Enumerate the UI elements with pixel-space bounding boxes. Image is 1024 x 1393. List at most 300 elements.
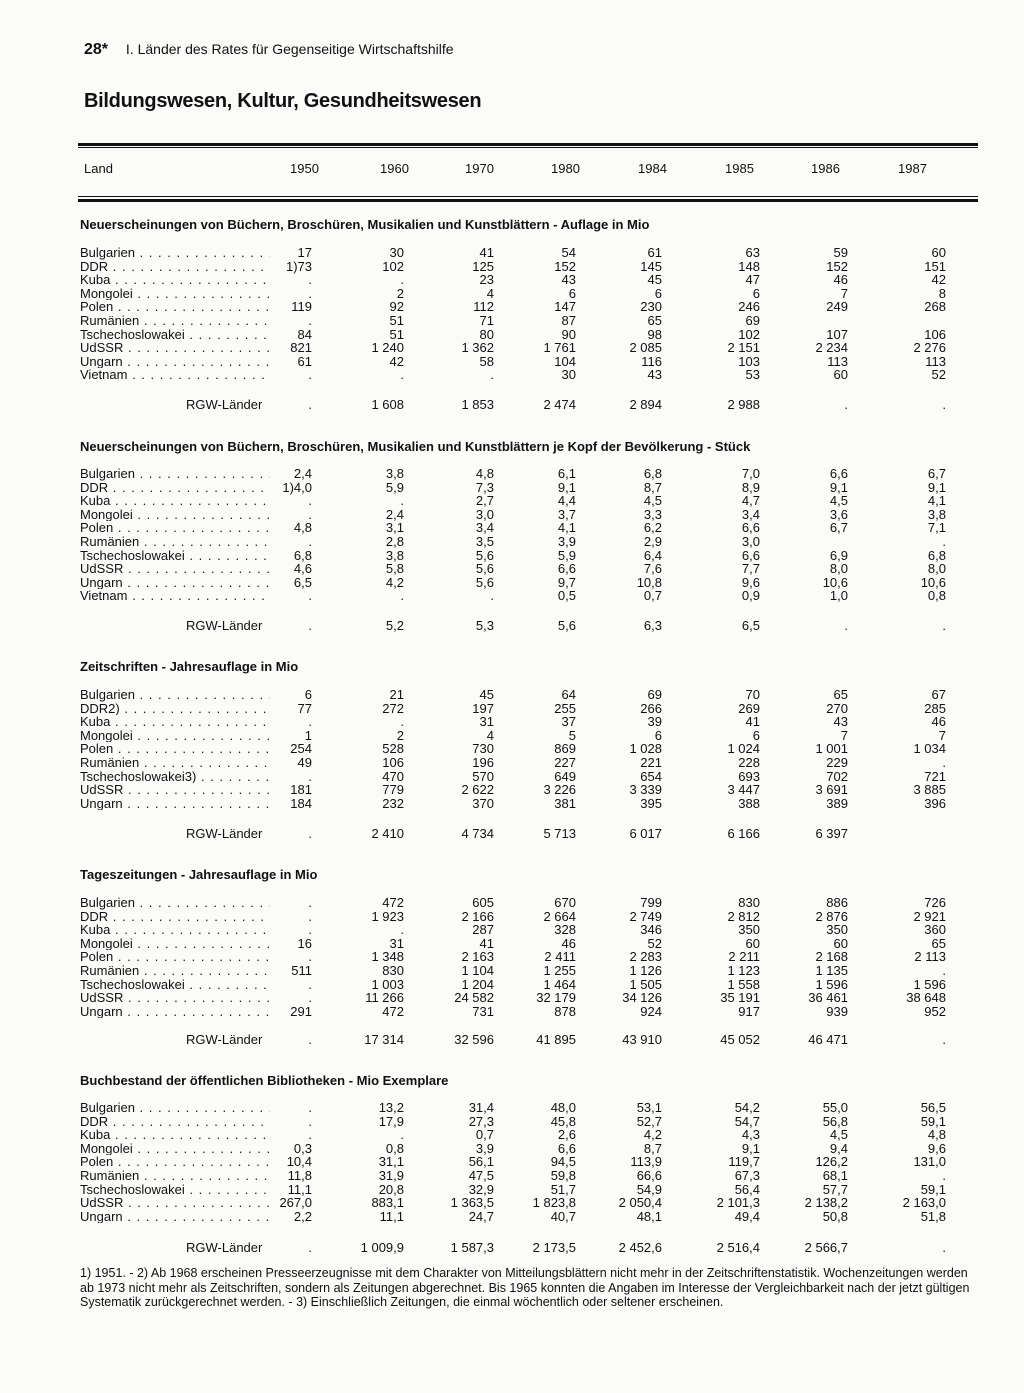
total-value: 46 471 xyxy=(808,1032,848,1047)
cell-value: 6,7 xyxy=(829,520,848,536)
col-year: 1985 xyxy=(725,161,754,176)
cell-value: 8,0 xyxy=(927,561,946,577)
total-value: 2 566,7 xyxy=(804,1240,848,1255)
cell-value: 6,6 xyxy=(557,561,576,577)
cell-value: 57,7 xyxy=(822,1181,848,1197)
cell-value: 1 362 xyxy=(461,340,494,356)
col-year: 1970 xyxy=(465,161,494,176)
cell-value: . xyxy=(308,1100,312,1115)
cell-value: 51,8 xyxy=(920,1208,946,1224)
col-year: 1984 xyxy=(638,161,667,176)
cell-value: 38 648 xyxy=(906,990,946,1006)
table-row xyxy=(0,715,1024,729)
cell-value: 3,8 xyxy=(385,466,404,481)
cell-value: 41 xyxy=(479,935,494,951)
cell-value: 3,6 xyxy=(829,506,848,522)
cell-value: 5,8 xyxy=(385,561,404,577)
cell-value: 9,6 xyxy=(927,1140,946,1156)
total-row xyxy=(0,618,1024,634)
cell-value: 528 xyxy=(382,741,404,757)
table-row xyxy=(0,260,1024,274)
cell-value: 31 xyxy=(389,935,404,951)
table-row xyxy=(0,300,1024,314)
col-year: 1950 xyxy=(290,161,319,176)
country-name: Ungarn xyxy=(80,354,123,369)
total-value: 5 713 xyxy=(543,826,576,841)
cell-value: 9,1 xyxy=(927,479,946,495)
cell-value: 69 xyxy=(647,687,662,702)
total-value: . xyxy=(942,618,946,633)
cell-value: 287 xyxy=(472,922,494,938)
cell-value: 255 xyxy=(554,700,576,716)
table-row xyxy=(0,964,1024,978)
country-name: Rumänien xyxy=(80,755,140,770)
table-row xyxy=(0,783,1024,797)
cell-value: 55,0 xyxy=(822,1100,848,1115)
table-row xyxy=(0,937,1024,951)
cell-value: 94,5 xyxy=(550,1154,576,1170)
country-name: Kuba xyxy=(80,1128,111,1142)
country-name: Vietnam xyxy=(80,589,128,603)
total-value: . xyxy=(844,397,848,412)
cell-value: 41 xyxy=(745,714,760,730)
table-row xyxy=(0,991,1024,1005)
cell-value: 10,8 xyxy=(636,574,662,590)
cell-value: 605 xyxy=(472,895,494,910)
cell-value: 1 761 xyxy=(543,340,576,356)
cell-value: 360 xyxy=(924,922,946,938)
country-name: Rumänien xyxy=(80,1168,140,1183)
country-name: Polen xyxy=(80,742,114,756)
cell-value: 35 191 xyxy=(720,990,760,1006)
cell-value: 5,6 xyxy=(475,561,494,577)
country-name: Tschechoslowakei xyxy=(80,548,185,563)
table-row xyxy=(0,742,1024,756)
country-name: UdSSR xyxy=(80,562,124,576)
cell-value: 6 xyxy=(752,285,760,301)
cell-value: 9,4 xyxy=(829,1140,848,1156)
table-row xyxy=(0,910,1024,924)
cell-value: 2 163 xyxy=(461,949,494,965)
cell-value: 43 xyxy=(561,272,576,288)
cell-value: 60 xyxy=(931,245,946,260)
cell-value: 1 xyxy=(304,727,312,743)
table-row xyxy=(0,1196,1024,1210)
cell-value: 1 135 xyxy=(815,962,848,978)
cell-value: 36 461 xyxy=(808,990,848,1006)
cell-value: 43 xyxy=(647,367,662,383)
cell-value: 2,8 xyxy=(385,533,404,549)
cell-value: 472 xyxy=(382,1003,404,1019)
country-name: Ungarn xyxy=(80,575,123,590)
table-row xyxy=(0,589,1024,603)
col-year: 1986 xyxy=(811,161,840,176)
cell-value: 779 xyxy=(382,782,404,798)
table-row xyxy=(0,341,1024,355)
cell-value: 1)4,0 xyxy=(282,479,312,495)
cell-value: 31,4 xyxy=(468,1100,494,1115)
cell-value: . xyxy=(308,922,312,938)
cell-value: 389 xyxy=(826,795,848,811)
cell-value: 2,4 xyxy=(293,466,312,481)
total-value: 2 516,4 xyxy=(716,1240,760,1255)
cell-value: 2 050,4 xyxy=(618,1195,662,1211)
total-value: 4 734 xyxy=(461,826,494,841)
cell-value: . xyxy=(308,1127,312,1143)
cell-value: 59,1 xyxy=(920,1113,946,1129)
cell-value: 17 xyxy=(297,245,312,260)
cell-value: . xyxy=(308,588,312,604)
total-label: RGW-Länder xyxy=(186,618,263,633)
country-name: Tschechoslowakei xyxy=(80,977,185,992)
total-value: . xyxy=(942,1032,946,1047)
cell-value: 1 464 xyxy=(543,976,576,992)
cell-value: 51 xyxy=(389,312,404,328)
country-name: DDR xyxy=(80,480,109,495)
total-value: 2 452,6 xyxy=(618,1240,662,1255)
cell-value: . xyxy=(400,493,404,509)
cell-value: 2 138,2 xyxy=(804,1195,848,1211)
cell-value: 11 266 xyxy=(365,990,404,1006)
cell-value: 1 923 xyxy=(371,908,404,924)
cell-value: 350 xyxy=(826,922,848,938)
cell-value: 59,8 xyxy=(550,1167,576,1183)
cell-value: 6 xyxy=(568,285,576,301)
cell-value: 53,1 xyxy=(636,1100,662,1115)
total-row xyxy=(0,397,1024,413)
cell-value: 2,7 xyxy=(475,493,494,509)
cell-value: 721 xyxy=(924,768,946,784)
cell-value: 6 xyxy=(654,285,662,301)
cell-value: 125 xyxy=(472,258,494,274)
cell-value: 4,4 xyxy=(557,493,576,509)
cell-value: 254 xyxy=(290,741,312,757)
total-value: 41 895 xyxy=(536,1032,576,1047)
cell-value: 13,2 xyxy=(378,1100,404,1115)
cell-value: . xyxy=(308,367,312,383)
cell-value: . xyxy=(308,895,312,910)
cell-value: 34 126 xyxy=(622,990,662,1006)
cell-value: 6 xyxy=(304,687,312,702)
cell-value: 103 xyxy=(738,353,760,369)
table-row xyxy=(0,368,1024,382)
table-row xyxy=(0,521,1024,535)
cell-value: 8,7 xyxy=(643,479,662,495)
total-value: 6 166 xyxy=(727,826,760,841)
cell-value: 66,6 xyxy=(636,1167,662,1183)
cell-value: . xyxy=(308,976,312,992)
cell-value: 4,1 xyxy=(927,493,946,509)
country-name: Vietnam xyxy=(80,368,128,382)
cell-value: 112 xyxy=(473,299,494,315)
cell-value: . xyxy=(942,533,946,549)
cell-value: . xyxy=(400,367,404,383)
cell-value: 20,8 xyxy=(378,1181,404,1197)
cell-value: 104 xyxy=(554,353,576,369)
table-row xyxy=(0,950,1024,964)
cell-value: . xyxy=(308,312,312,328)
country-name: DDR xyxy=(80,909,109,924)
cell-value: 42 xyxy=(389,353,404,369)
cell-value: 90 xyxy=(561,326,576,342)
total-value: . xyxy=(308,1240,312,1255)
cell-value: 1 558 xyxy=(727,976,760,992)
cell-value: 3,8 xyxy=(927,506,946,522)
cell-value: 6,6 xyxy=(741,520,760,536)
country-name: Kuba xyxy=(80,494,111,508)
cell-value: 5,6 xyxy=(475,547,494,563)
footnote: 1) 1951. - 2) Ab 1968 erscheinen Presseerzeugnisse mit dem Charakter von Mitteilungsblättern nicht mehr in der Zeitschriftenstatistik. Wochenzeitungen werden ab 1973 nicht mehr als Zeitschriften, sondern als Zeitungen abgerechnet. Bis 1965 konnten die Angaben im Interesse der Vergleichbarkeit nach der jetzt gültigen Systematik zurückgerechnet werden. - 3) Einschließlich Zeitungen, die einmal wöchentlich oder seltener erscheinen. xyxy=(80,1266,970,1309)
cell-value: 291 xyxy=(290,1003,312,1019)
cell-value: 45,8 xyxy=(550,1113,576,1129)
cell-value: 3,9 xyxy=(557,533,576,549)
cell-value: 61 xyxy=(297,353,312,369)
cell-value: 395 xyxy=(640,795,662,811)
cell-value: 6,5 xyxy=(293,574,312,590)
table-top-rule xyxy=(78,143,978,146)
country-name: DDR xyxy=(80,259,109,274)
cell-value: 3,3 xyxy=(643,506,662,522)
total-value: 5,2 xyxy=(385,618,404,633)
cell-value: . xyxy=(308,768,312,784)
total-label: RGW-Länder xyxy=(186,1032,263,1047)
table-row xyxy=(0,549,1024,563)
cell-value: 1 363,5 xyxy=(450,1195,494,1211)
country-name: Mongolei xyxy=(80,728,133,743)
cell-value: 106 xyxy=(924,326,946,342)
cell-value: 7,0 xyxy=(741,466,760,481)
cell-value: 952 xyxy=(924,1003,946,1019)
cell-value: 21 xyxy=(389,687,404,702)
total-value: 32 596 xyxy=(454,1032,494,1047)
cell-value: 396 xyxy=(924,795,946,811)
cell-value: 2 411 xyxy=(544,949,576,965)
cell-value: 10,6 xyxy=(822,574,848,590)
table-row xyxy=(0,923,1024,937)
cell-value: 54,7 xyxy=(734,1113,760,1129)
cell-value: 54,9 xyxy=(636,1181,662,1197)
cell-value: 3,1 xyxy=(385,520,404,536)
cell-value: . xyxy=(308,714,312,730)
total-value: . xyxy=(844,618,848,633)
cell-value: 52 xyxy=(647,935,662,951)
cell-value: 2 622 xyxy=(461,782,494,798)
cell-value: 0,7 xyxy=(643,588,662,604)
cell-value: 60 xyxy=(833,367,848,383)
total-value: . xyxy=(308,397,312,412)
cell-value: 113 xyxy=(925,353,946,369)
cell-value: 2,9 xyxy=(643,533,662,549)
cell-value: 3 339 xyxy=(629,782,662,798)
total-label: RGW-Länder xyxy=(186,826,263,841)
cell-value: 80 xyxy=(479,326,494,342)
cell-value: . xyxy=(942,1167,946,1183)
cell-value: 41 xyxy=(479,245,494,260)
total-value: 2 410 xyxy=(371,826,404,841)
cell-value: 65 xyxy=(931,935,946,951)
cell-value: 285 xyxy=(924,700,946,716)
cell-value: 84 xyxy=(297,326,312,342)
cell-value: 40,7 xyxy=(550,1208,576,1224)
country-name: DDR2) xyxy=(80,701,120,716)
total-value: 1 853 xyxy=(461,397,494,412)
country-name: DDR xyxy=(80,1114,109,1129)
cell-value: 31 xyxy=(479,714,494,730)
cell-value: 6,8 xyxy=(293,547,312,563)
table-row xyxy=(0,756,1024,770)
cell-value: 2 163,0 xyxy=(902,1195,946,1211)
cell-value: 2 234 xyxy=(815,340,848,356)
cell-value: 8,7 xyxy=(643,1140,662,1156)
cell-value: . xyxy=(400,588,404,604)
cell-value: 31,1 xyxy=(378,1154,404,1170)
cell-value: 11,1 xyxy=(379,1208,404,1224)
cell-value: 46 xyxy=(833,272,848,288)
cell-value: 221 xyxy=(640,754,662,770)
table-row xyxy=(0,328,1024,342)
section-title: Neuerscheinungen von Büchern, Broschüren, Musikalien und Kunstblättern - Auflage in Mio xyxy=(80,217,650,232)
cell-value: 2 876 xyxy=(815,908,848,924)
cell-value: . xyxy=(308,285,312,301)
table-row xyxy=(0,1128,1024,1142)
cell-value: 830 xyxy=(382,962,404,978)
cell-value: 30 xyxy=(389,245,404,260)
cell-value: 52,7 xyxy=(636,1113,662,1129)
cell-value: 32 179 xyxy=(536,990,576,1006)
cell-value: 42 xyxy=(931,272,946,288)
cell-value: 6,2 xyxy=(643,520,662,536)
cell-value: 1 034 xyxy=(913,741,946,757)
col-land: Land xyxy=(84,161,113,176)
cell-value: 470 xyxy=(382,768,404,784)
cell-value: 4,6 xyxy=(293,561,312,577)
cell-value: 249 xyxy=(826,299,848,315)
cell-value: . xyxy=(308,506,312,522)
cell-value: 1 028 xyxy=(629,741,662,757)
cell-value: 0,8 xyxy=(927,588,946,604)
table-row xyxy=(0,273,1024,287)
cell-value: 56,5 xyxy=(920,1100,946,1115)
total-value: 43 910 xyxy=(622,1032,662,1047)
col-year: 1960 xyxy=(380,161,409,176)
cell-value: 2 812 xyxy=(727,908,760,924)
table-row xyxy=(0,562,1024,576)
cell-value: 113 xyxy=(827,353,848,369)
total-value: . xyxy=(942,397,946,412)
cell-value: 3,9 xyxy=(475,1140,494,1156)
cell-value: 0,3 xyxy=(293,1140,312,1156)
country-name: Tschechoslowakei3) xyxy=(80,769,197,784)
table-row xyxy=(0,1169,1024,1183)
cell-value: 2 749 xyxy=(629,908,662,924)
section-title: Tageszeitungen - Jahresauflage in Mio xyxy=(80,867,318,882)
country-name: Tschechoslowakei xyxy=(80,1182,185,1197)
cell-value: 8,0 xyxy=(829,561,848,577)
cell-value: 4,8 xyxy=(927,1127,946,1143)
table-row xyxy=(0,246,1024,260)
cell-value: 1 596 xyxy=(815,976,848,992)
cell-value: 31,9 xyxy=(378,1167,404,1183)
cell-value: 7,3 xyxy=(475,479,494,495)
table-row xyxy=(0,287,1024,301)
cell-value: 54 xyxy=(561,245,576,260)
cell-value: 92 xyxy=(389,299,404,315)
cell-value: 131,0 xyxy=(913,1154,946,1170)
total-value: 1 587,3 xyxy=(450,1240,494,1255)
cell-value: 3,8 xyxy=(385,547,404,563)
cell-value: 37 xyxy=(561,714,576,730)
cell-value: 102 xyxy=(738,326,760,342)
cell-value: 51,7 xyxy=(550,1181,576,1197)
cell-value: 11,1 xyxy=(287,1181,312,1197)
country-name: UdSSR xyxy=(80,1196,124,1210)
table-row xyxy=(0,1115,1024,1129)
cell-value: 32,9 xyxy=(468,1181,494,1197)
total-value: 17 314 xyxy=(364,1032,404,1047)
cell-value: 1 240 xyxy=(371,340,404,356)
total-row xyxy=(0,1240,1024,1256)
cell-value: 1 505 xyxy=(629,976,662,992)
cell-value: 148 xyxy=(738,258,760,274)
total-value: 5,3 xyxy=(475,618,494,633)
cell-value: 7,1 xyxy=(927,520,946,536)
cell-value: 3,0 xyxy=(741,533,760,549)
cell-value: 52 xyxy=(931,367,946,383)
cell-value: 4,5 xyxy=(829,493,848,509)
section-rows xyxy=(0,467,1024,603)
cell-value: 939 xyxy=(826,1003,848,1019)
cell-value: 102 xyxy=(382,258,404,274)
cell-value: 4,1 xyxy=(557,520,576,536)
cell-value: 152 xyxy=(554,258,576,274)
cell-value: 3 691 xyxy=(815,782,848,798)
cell-value: 5 xyxy=(568,727,576,743)
cell-value: 670 xyxy=(554,895,576,910)
page-number: 28* xyxy=(84,41,109,58)
cell-value: 2 xyxy=(396,285,404,301)
country-name: Mongolei xyxy=(80,1141,133,1156)
country-name: Mongolei xyxy=(80,936,133,951)
table-row xyxy=(0,508,1024,522)
cell-value: 9,1 xyxy=(741,1140,760,1156)
cell-value: 270 xyxy=(826,700,848,716)
cell-value: 3,4 xyxy=(741,506,760,522)
cell-value: 23 xyxy=(479,272,494,288)
cell-value: 106 xyxy=(382,754,404,770)
cell-value: 59 xyxy=(833,245,848,260)
cell-value: 5,9 xyxy=(385,479,404,495)
cell-value: 1,0 xyxy=(829,588,848,604)
cell-value: 266 xyxy=(640,700,662,716)
cell-value: . xyxy=(308,949,312,965)
cell-value: 1 596 xyxy=(913,976,946,992)
running-title: I. Länder des Rates für Gegenseitige Wirtschaftshilfe xyxy=(125,41,454,57)
cell-value: 267,0 xyxy=(279,1195,312,1211)
cell-value: . xyxy=(942,754,946,770)
cell-value: 59,1 xyxy=(920,1181,946,1197)
cell-value: 45 xyxy=(479,687,494,702)
table-row xyxy=(0,1142,1024,1156)
cell-value: 98 xyxy=(647,326,662,342)
cell-value: 2,2 xyxy=(293,1208,312,1224)
cell-value: 4,2 xyxy=(643,1127,662,1143)
table-row xyxy=(0,702,1024,716)
cell-value: 7 xyxy=(840,285,848,301)
table-top-rule-thin xyxy=(78,147,978,148)
cell-value: 381 xyxy=(554,795,576,811)
table-row xyxy=(0,770,1024,784)
cell-value: 10,4 xyxy=(286,1154,312,1170)
